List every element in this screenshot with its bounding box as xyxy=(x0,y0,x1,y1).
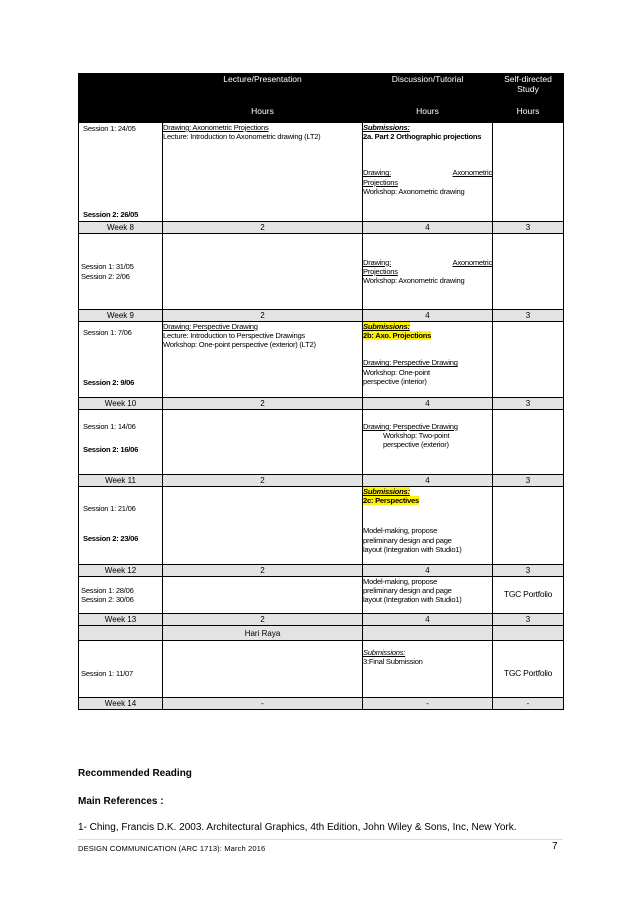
session-date: Session 1: 31/05 xyxy=(81,262,134,272)
schedule-table xyxy=(78,73,564,710)
table-row xyxy=(79,234,564,310)
header-lecture: Lecture/Presentation xyxy=(163,74,363,106)
drawing-line xyxy=(363,258,492,267)
lecture-cell xyxy=(163,123,363,222)
drawing-topic: Axonometric xyxy=(452,168,492,178)
session-date: Session 1: 7/06 xyxy=(83,328,132,337)
lecture-hours: - xyxy=(163,698,363,710)
lecture-cell xyxy=(163,322,363,398)
discussion-cell xyxy=(363,641,493,698)
week-label: Week 13 xyxy=(79,614,163,626)
session-date: Session 2: 23/06 xyxy=(83,534,139,543)
drawing-topic-cont: Projections xyxy=(363,266,398,276)
lecture-hours: 2 xyxy=(163,565,363,577)
submission-item: 2a. Part 2 Orthographic projections xyxy=(363,132,482,142)
discussion-hours: 4 xyxy=(363,614,493,626)
week-row xyxy=(79,310,564,322)
table-row xyxy=(79,577,564,614)
workshop-line: perspective (interior) xyxy=(363,376,427,386)
week-row xyxy=(79,698,564,710)
discussion-hours: - xyxy=(363,698,493,710)
session-cell xyxy=(79,410,163,475)
self-hours: 3 xyxy=(493,310,564,322)
header-row xyxy=(79,74,564,106)
lecture-hours: 2 xyxy=(163,398,363,410)
discussion-line: layout (Integration with Studio1) xyxy=(363,595,462,605)
discussion-line: preliminary design and page xyxy=(363,586,452,596)
lecture-title: Drawing: Axonometric Projections xyxy=(163,123,269,132)
session-cell xyxy=(79,641,163,698)
footer-divider xyxy=(78,839,563,840)
session-date: Session 2: 2/06 xyxy=(81,271,130,281)
self-cell xyxy=(493,234,564,310)
holiday-blank xyxy=(493,626,564,641)
drawing-topic: Axonometric xyxy=(452,257,492,267)
discussion-cell xyxy=(363,410,493,475)
self-hours: 3 xyxy=(493,222,564,234)
drawing-line: Drawing: Perspective Drawing xyxy=(363,358,458,368)
submission-label: Submissions: xyxy=(363,322,410,331)
self-cell: TGC Portfolio xyxy=(493,641,564,698)
session-cell xyxy=(79,234,163,310)
self-hours: 3 xyxy=(493,398,564,410)
session-date: Session 1: 14/06 xyxy=(83,422,136,431)
week-label: Week 12 xyxy=(79,565,163,577)
session-date: Session 1: 24/05 xyxy=(83,124,136,133)
lecture-cell xyxy=(163,234,363,310)
discussion-cell xyxy=(363,322,493,398)
drawing-label: Drawing: xyxy=(363,168,391,178)
session-cell xyxy=(79,123,163,222)
workshop-line: perspective (exterior) xyxy=(383,440,449,450)
discussion-line: preliminary design and page xyxy=(363,535,452,545)
self-cell xyxy=(493,410,564,475)
recommended-reading-heading: Recommended Reading xyxy=(78,768,192,779)
session-date: Session 2: 30/06 xyxy=(81,595,134,604)
discussion-cell xyxy=(363,577,493,614)
hours-self: Hours xyxy=(493,106,564,123)
discussion-line: Model-making, propose xyxy=(363,577,438,586)
lecture-hours: 2 xyxy=(163,475,363,487)
drawing-topic-cont: Projections xyxy=(363,177,398,187)
holiday-label: Hari Raya xyxy=(163,626,363,641)
header-blank xyxy=(79,74,163,123)
discussion-hours: 4 xyxy=(363,222,493,234)
workshop-line: Workshop: Two-point xyxy=(383,431,450,441)
table-row xyxy=(79,123,564,222)
workshop-line: Workshop: Axonometric drawing xyxy=(363,276,465,286)
session-cell xyxy=(79,577,163,614)
session-date: Session 1: 11/07 xyxy=(81,669,134,679)
lecture-line: Lecture: Introduction to Perspective Drawings xyxy=(163,331,305,341)
holiday-blank xyxy=(79,626,163,641)
lecture-cell xyxy=(163,410,363,475)
drawing-label: Drawing: xyxy=(363,257,391,267)
table-row xyxy=(79,410,564,475)
table-row xyxy=(79,322,564,398)
session-date: Session 2: 16/06 xyxy=(83,445,139,454)
lecture-cell xyxy=(163,487,363,565)
table-row xyxy=(79,487,564,565)
self-hours: 3 xyxy=(493,614,564,626)
week-row xyxy=(79,222,564,234)
page-number: 7 xyxy=(552,841,558,852)
week-row xyxy=(79,565,564,577)
discussion-hours: 4 xyxy=(363,565,493,577)
hours-discussion: Hours xyxy=(363,106,493,123)
drawing-line: Drawing: Perspective Drawing xyxy=(363,422,458,431)
workshop-line: Workshop: One-point xyxy=(363,367,430,377)
session-date: Session 2: 26/05 xyxy=(83,209,139,219)
week-label: Week 8 xyxy=(79,222,163,234)
reference-item: 1- Ching, Francis D.K. 2003. Architectural Graphics, 4th Edition, John Wiley & Sons, Inc, New York. xyxy=(78,822,517,833)
session-date: Session 1: 21/06 xyxy=(83,504,136,513)
self-cell xyxy=(493,123,564,222)
discussion-hours: 4 xyxy=(363,310,493,322)
workshop-line: Workshop: Axonometric drawing xyxy=(363,186,465,196)
discussion-hours: 4 xyxy=(363,398,493,410)
lecture-line: Workshop: One-point perspective (exterior) (LT2) xyxy=(163,340,316,350)
lecture-hours: 2 xyxy=(163,614,363,626)
submission-item: 2c: Perspectives xyxy=(363,496,419,506)
main-references-heading: Main References : xyxy=(78,796,164,807)
discussion-line: Model-making, propose xyxy=(363,526,438,536)
footer-text: DESIGN COMMUNICATION (ARC 1713): March 2016 xyxy=(78,844,266,853)
submission-label: Submissions: xyxy=(363,648,406,657)
lecture-cell xyxy=(163,641,363,698)
week-row xyxy=(79,614,564,626)
submission-label: Submissions: xyxy=(363,487,410,496)
discussion-hours: 4 xyxy=(363,475,493,487)
lecture-title: Drawing: Perspective Drawing xyxy=(163,322,258,331)
lecture-line: Lecture: Introduction to Axonometric drawing (LT2) xyxy=(163,132,321,142)
week-label: Week 9 xyxy=(79,310,163,322)
table-row xyxy=(79,641,564,698)
self-hours: 3 xyxy=(493,565,564,577)
week-label: Week 11 xyxy=(79,475,163,487)
header-self-directed: Self-directed Study xyxy=(493,74,564,106)
self-cell: TGC Portfolio xyxy=(493,577,564,614)
submission-item: 2b: Axo. Projections xyxy=(363,331,432,341)
session-cell xyxy=(79,487,163,565)
header-discussion: Discussion/Tutorial xyxy=(363,74,493,106)
submission-item: 3:Final Submission xyxy=(363,657,423,667)
self-hours: - xyxy=(493,698,564,710)
session-date: Session 1: 28/06 xyxy=(81,585,134,595)
lecture-hours: 2 xyxy=(163,222,363,234)
self-hours: 3 xyxy=(493,475,564,487)
lecture-hours: 2 xyxy=(163,310,363,322)
session-date: Session 2: 9/06 xyxy=(83,377,135,387)
holiday-blank xyxy=(363,626,493,641)
hours-lecture: Hours xyxy=(163,106,363,123)
self-cell xyxy=(493,322,564,398)
submission-label: Submissions: xyxy=(363,123,410,132)
week-label: Week 10 xyxy=(79,398,163,410)
discussion-cell xyxy=(363,123,493,222)
holiday-row xyxy=(79,626,564,641)
self-cell xyxy=(493,487,564,565)
week-label: Week 14 xyxy=(79,698,163,710)
lecture-cell xyxy=(163,577,363,614)
session-cell xyxy=(79,322,163,398)
drawing-line xyxy=(363,168,492,177)
week-row xyxy=(79,475,564,487)
discussion-line: layout (Integration with Studio1) xyxy=(363,544,462,554)
week-row xyxy=(79,398,564,410)
discussion-cell xyxy=(363,487,493,565)
discussion-cell xyxy=(363,234,493,310)
